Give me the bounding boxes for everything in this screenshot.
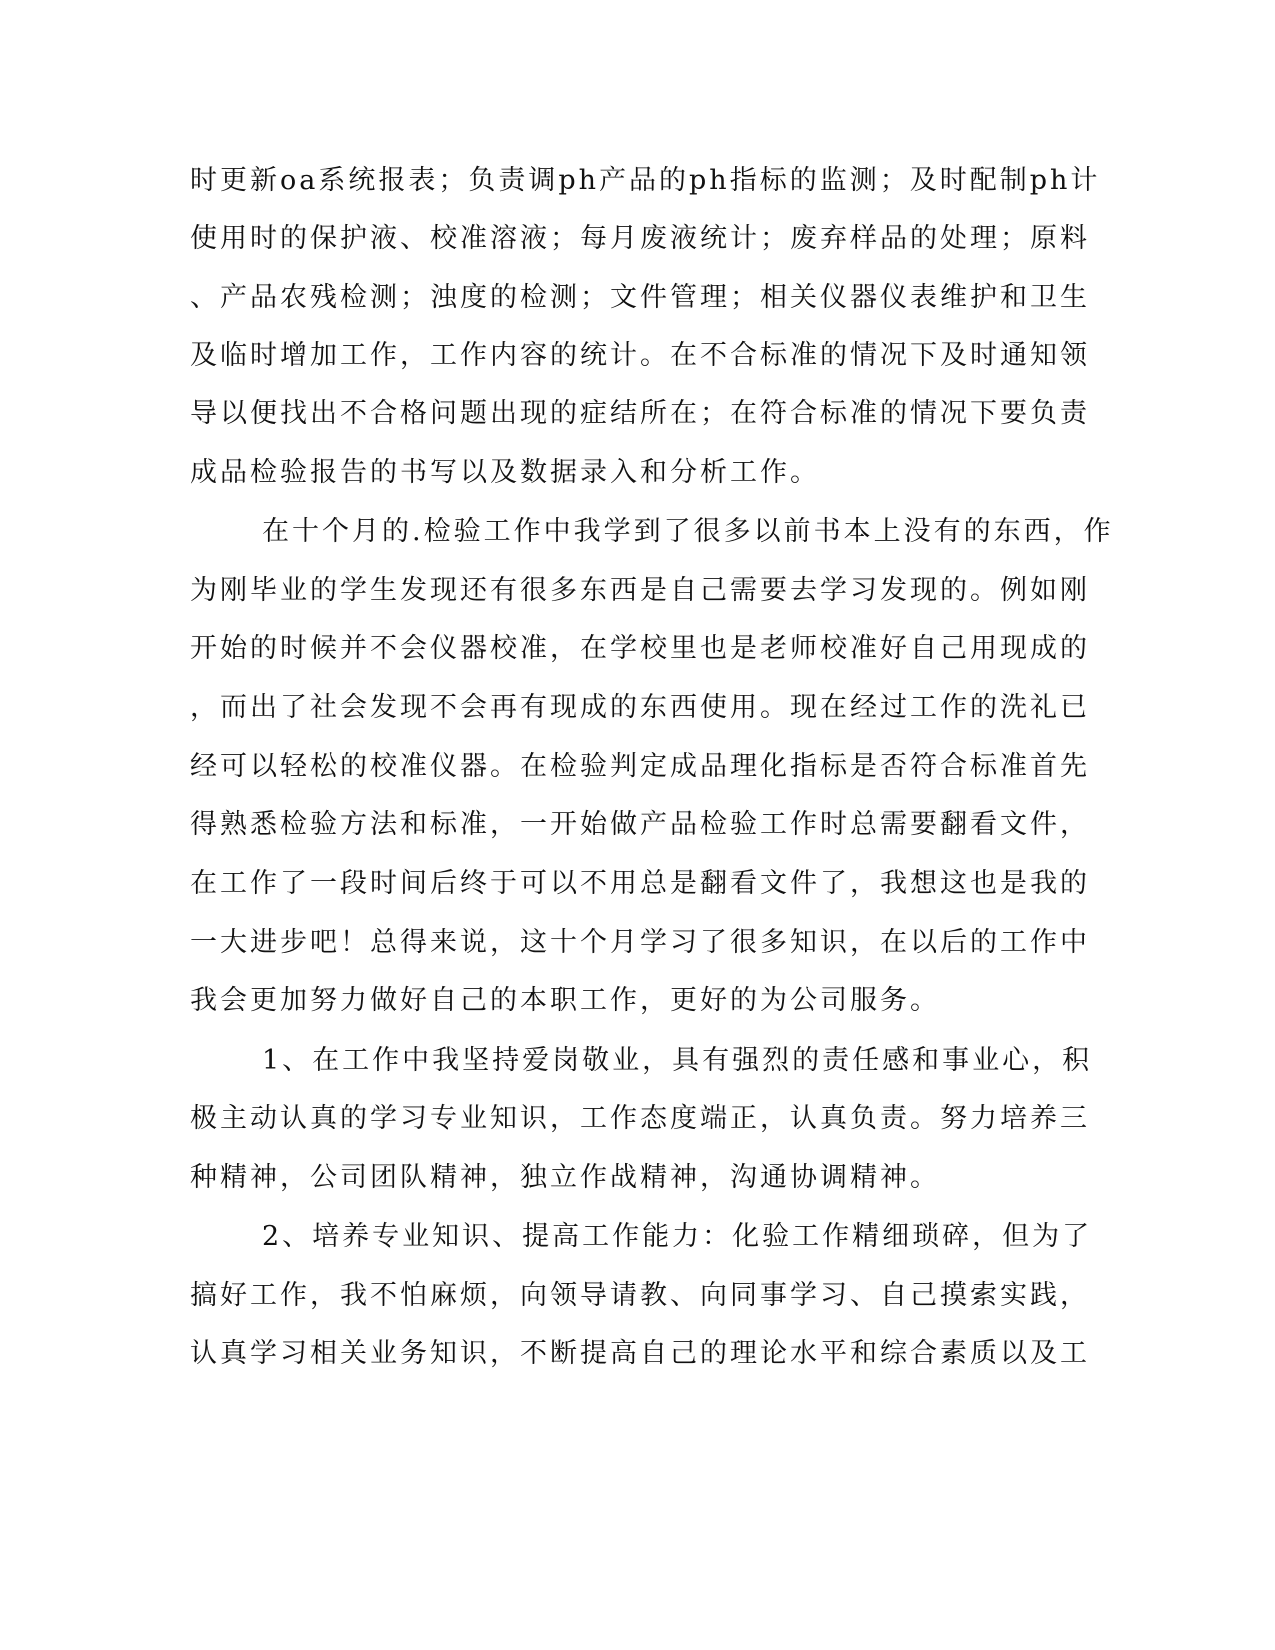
paragraph-1-line-2: 使用时的保护液、校准溶液；每月废液统计；废弃样品的处理；原料 (190, 223, 1090, 254)
paragraph-4-line-1: 2、培养专业知识、提高工作能力：化验工作精细琐碎，但为了 (262, 1221, 1093, 1252)
paragraph-2-line-9: 我会更加努力做好自己的本职工作，更好的为公司服务。 (190, 985, 940, 1016)
paragraph-3-line-3: 种精神，公司团队精神，独立作战精神，沟通协调精神。 (190, 1162, 940, 1193)
paragraph-2-line-3: 开始的时候并不会仪器校准，在学校里也是老师校准好自己用现成的 (190, 633, 1090, 664)
paragraph-1-line-6: 成品检验报告的书写以及数据录入和分析工作。 (190, 457, 820, 488)
paragraph-2-line-2: 为刚毕业的学生发现还有很多东西是自己需要去学习发现的。例如刚 (190, 575, 1090, 606)
paragraph-2-line-1: 在十个月的.检验工作中我学到了很多以前书本上没有的东西，作 (262, 516, 1114, 547)
paragraph-1-line-5: 导以便找出不合格问题出现的症结所在；在符合标准的情况下要负责 (190, 398, 1090, 429)
paragraph-2-line-4: ，而出了社会发现不会再有现成的东西使用。现在经过工作的洗礼已 (190, 692, 1090, 723)
paragraph-1-line-4: 及临时增加工作，工作内容的统计。在不合标准的情况下及时通知领 (190, 340, 1090, 371)
paragraph-3-line-2: 极主动认真的学习专业知识，工作态度端正，认真负责。努力培养三 (190, 1103, 1090, 1134)
paragraph-2-line-7: 在工作了一段时间后终于可以不用总是翻看文件了，我想这也是我的 (190, 868, 1090, 899)
paragraph-2-line-6: 得熟悉检验方法和标准，一开始做产品检验工作时总需要翻看文件， (190, 809, 1090, 840)
paragraph-2-line-8: 一大进步吧！总得来说，这十个月学习了很多知识，在以后的工作中 (190, 927, 1090, 958)
paragraph-1-line-1: 时更新oa系统报表；负责调ph产品的ph指标的监测；及时配制ph计 (190, 165, 1101, 196)
paragraph-4-line-3: 认真学习相关业务知识，不断提高自己的理论水平和综合素质以及工 (190, 1338, 1090, 1369)
paragraph-2-line-5: 经可以轻松的校准仪器。在检验判定成品理化指标是否符合标准首先 (190, 751, 1090, 782)
paragraph-3-line-1: 1、在工作中我坚持爱岗敬业，具有强烈的责任感和事业心，积 (262, 1045, 1093, 1076)
paragraph-4-line-2: 搞好工作，我不怕麻烦，向领导请教、向同事学习、自己摸索实践， (190, 1280, 1090, 1311)
paragraph-1-line-3: 、产品农残检测；浊度的检测；文件管理；相关仪器仪表维护和卫生 (190, 282, 1090, 313)
